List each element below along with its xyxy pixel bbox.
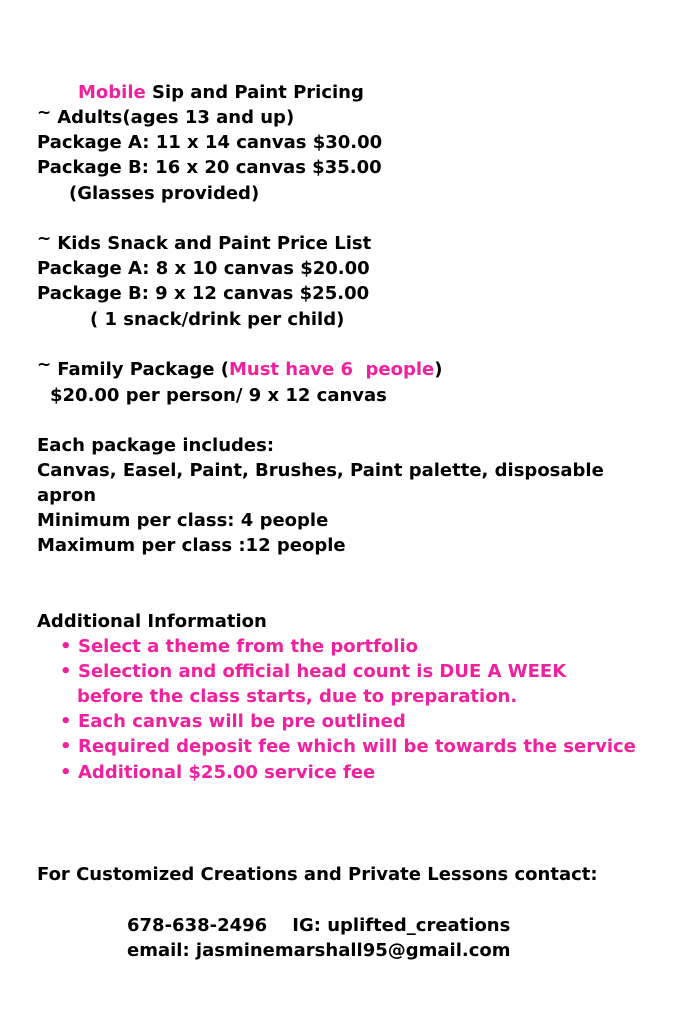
additional-item-text: Required deposit fee which will be towards the service <box>78 736 636 757</box>
maximum-per-class: Maximum per class :12 people <box>37 535 346 556</box>
kids-heading-line <box>37 231 371 257</box>
contact-phone[interactable]: 678-638-2496 <box>127 915 268 936</box>
contact-heading: For Customized Creations and Private Lessons contact: <box>37 864 598 885</box>
tilde-icon: ~ <box>37 103 52 123</box>
contact-spacer <box>267 915 292 936</box>
tilde-icon: ~ <box>37 229 52 249</box>
family-heading-start: Family Package ( <box>57 359 229 380</box>
contact-line <box>127 913 510 938</box>
family-requirement: Must have 6 people <box>228 359 435 380</box>
kids-package-a: Package A: 8 x 10 canvas $20.00 <box>37 258 370 279</box>
contact-instagram[interactable]: IG: uplifted_creations <box>292 915 511 936</box>
page-title <box>78 80 364 105</box>
additional-item <box>60 634 418 659</box>
adults-note: (Glasses provided) <box>69 183 260 204</box>
family-heading-end: ) <box>434 359 443 380</box>
additional-item-text: Selection and official head count is DUE A WEEK <box>78 661 567 682</box>
includes-heading: Each package includes: <box>37 435 275 456</box>
kids-note: ( 1 snack/drink per child) <box>90 309 345 330</box>
title-text: Sip and Paint Pricing <box>145 82 364 103</box>
additional-heading: Additional Information <box>37 611 267 632</box>
additional-item-text: Additional $25.00 service fee <box>78 762 376 783</box>
includes-items: Canvas, Easel, Paint, Brushes, Paint palette, disposable <box>37 460 604 481</box>
contact-email[interactable]: email: jasminemarshall95@gmail.com <box>127 940 511 961</box>
minimum-per-class: Minimum per class: 4 people <box>37 510 329 531</box>
additional-item <box>60 760 375 785</box>
kids-package-b: Package B: 9 x 12 canvas $25.00 <box>37 283 370 304</box>
additional-item <box>60 734 636 759</box>
adults-heading-line <box>37 105 294 131</box>
includes-items-continued: apron <box>37 485 97 506</box>
additional-item <box>60 659 566 684</box>
bullet-icon: • <box>60 661 72 682</box>
adults-package-a: Package A: 11 x 14 canvas $30.00 <box>37 132 383 153</box>
additional-item-continuation: before the class starts, due to preparation. <box>77 686 518 707</box>
adults-heading: Adults(ages 13 and up) <box>57 107 295 128</box>
bullet-icon: • <box>60 762 72 783</box>
additional-item-text: Select a theme from the portfolio <box>78 636 418 657</box>
family-price: $20.00 per person/ 9 x 12 canvas <box>50 385 387 406</box>
additional-item <box>60 709 406 734</box>
bullet-icon: • <box>60 711 72 732</box>
title-highlight: Mobile <box>78 82 146 103</box>
kids-heading: Kids Snack and Paint Price List <box>57 233 372 254</box>
bullet-icon: • <box>60 636 72 657</box>
bullet-icon: • <box>60 736 72 757</box>
additional-item-text: Each canvas will be pre outlined <box>78 711 406 732</box>
family-heading-line <box>37 357 442 383</box>
adults-package-b: Package B: 16 x 20 canvas $35.00 <box>37 157 382 178</box>
tilde-icon: ~ <box>37 355 52 375</box>
